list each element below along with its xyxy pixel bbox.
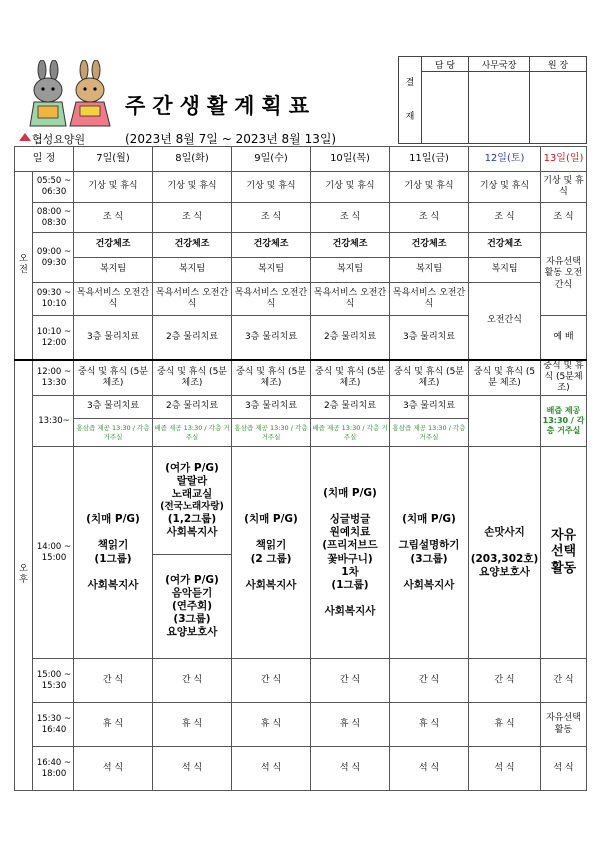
cell-snack: 간 식: [311, 659, 390, 703]
schedule-period: (2023년 8월 7일 ~ 2023년 8월 13일): [125, 132, 337, 146]
row-0930: [15, 283, 587, 316]
cell-exercise: 건강체조: [311, 233, 390, 258]
note-thu: 배즙 제공 13:30 / 각층 거주실: [311, 419, 390, 447]
cell-lunch: 중식 및 휴식 (5분 체조): [153, 360, 232, 396]
prog-line: 꽃바구니): [327, 552, 373, 565]
day-sun: 13일(일): [541, 147, 587, 172]
cell-rest2: 휴 식: [232, 703, 311, 747]
note-mon: 홍삼즙 제공 13:30 / 각층 거주실: [74, 419, 153, 447]
prog-line: (전국노래자랑): [160, 501, 224, 513]
cell-lunch: 중식 및 휴식 (5분 체조): [469, 360, 541, 396]
prog-line: 사회복지사: [87, 578, 139, 591]
approval-sign-head[interactable]: [530, 72, 587, 144]
cell-sun-free-am: 자유선택 활동 오전간식: [541, 233, 587, 316]
cell-welfare-team: 복지팀: [469, 258, 541, 283]
header-row: [15, 147, 587, 172]
cell-bath: 목욕서비스 오전간식: [232, 283, 311, 316]
prog-line: 책읽기: [97, 539, 129, 552]
prog-line: 그림설명하기: [398, 539, 460, 552]
prog-line: 사회복지사: [166, 526, 218, 539]
cell-breakfast: 조 식: [153, 203, 232, 233]
program-tue-b: [153, 555, 232, 659]
prog-line: (1그룹): [94, 552, 132, 565]
approval-side-label: [399, 57, 422, 144]
row-1200: [15, 360, 587, 396]
cell-sun-lunch: 중식 및 휴식 (5분체조): [541, 360, 587, 396]
prog-line: 원예치료: [329, 526, 371, 539]
cell-worship: 예 배: [541, 316, 587, 360]
cell-snack: 간 식: [541, 659, 587, 703]
prog-line: 노래교실: [171, 488, 213, 500]
row-0900-b: [15, 258, 587, 283]
cell-dinner: 석 식: [469, 747, 541, 791]
row-1330-a: [15, 396, 587, 419]
cell-rest: 기상 및 휴식: [541, 172, 587, 203]
time-1530: 15:30 ~ 16:40: [33, 703, 74, 747]
cell-pt: 3층 물리치료: [232, 316, 311, 360]
cell-dinner: 석 식: [390, 747, 469, 791]
cell-exercise: 건강체조: [232, 233, 311, 258]
prog-line: 책읽기: [255, 539, 287, 552]
prog-line: 선택: [550, 544, 577, 560]
approval-col-manager: 담 당: [422, 57, 469, 72]
page-title: 주간생활계획표: [125, 94, 317, 118]
time-1330: 13:30~: [33, 396, 74, 447]
cell-pt: 3층 물리치료: [74, 396, 153, 419]
day-wed: 9일(수): [232, 147, 311, 172]
cell-rest: 기상 및 휴식: [153, 172, 232, 203]
day-tue: 8일(화): [153, 147, 232, 172]
cell-bath: 목욕서비스 오전간식: [74, 283, 153, 316]
prog-line: 손맛사지: [484, 526, 525, 539]
cell-welfare-team: 복지팀: [232, 258, 311, 283]
prog-line: 요양보호사: [166, 626, 218, 639]
cell-rest: 기상 및 휴식: [469, 172, 541, 203]
prog-line: (여가 P/G): [165, 573, 219, 586]
cell-pt: 2층 물리치료: [311, 316, 390, 360]
day-fri: 11일(금): [390, 147, 469, 172]
approval-side-bottom: 재: [405, 112, 415, 122]
time-0930: 09:30 ~ 10:10: [33, 283, 74, 316]
row-1640: [15, 747, 587, 791]
prog-line: (치매 P/G): [402, 513, 456, 526]
prog-line: 사회복지사: [403, 578, 455, 591]
cell-exercise: 건강체조: [74, 233, 153, 258]
weekly-schedule-table: [14, 146, 587, 791]
program-wed: [232, 447, 311, 659]
prog-line: 요양보호사: [479, 565, 530, 578]
note-fri: 홍삼즙 제공 13:30 / 각층 거주실: [390, 419, 469, 447]
cell-bath: 목욕서비스 오전간식: [311, 283, 390, 316]
row-0550: [15, 172, 587, 203]
cell-breakfast: 조 식: [541, 203, 587, 233]
program-thu: [311, 447, 390, 659]
cell-breakfast: 조 식: [74, 203, 153, 233]
prog-line: 랄랄라: [176, 474, 208, 487]
cell-snack: 간 식: [153, 659, 232, 703]
cell-dinner: 석 식: [153, 747, 232, 791]
cell-lunch: 중식 및 휴식 (5분 체조): [311, 360, 390, 396]
cell-lunch: 중식 및 휴식 (5분 체조): [390, 360, 469, 396]
time-1500: 15:00 ~ 15:30: [33, 659, 74, 703]
program-mon: [74, 447, 153, 659]
prog-line: 자유: [550, 528, 577, 544]
time-1010: 10:10 ~ 12:00: [33, 316, 74, 360]
program-tue-a: [153, 447, 232, 555]
am-label: 오 전: [15, 172, 33, 360]
prog-line: (203,302호): [470, 552, 539, 565]
cell-rest2: 휴 식: [153, 703, 232, 747]
prog-line: (프리저브드: [322, 539, 378, 552]
cell-exercise: 건강체조: [153, 233, 232, 258]
approval-sign-manager[interactable]: [422, 72, 469, 144]
cell-welfare-team: 복지팀: [390, 258, 469, 283]
prog-line: 활동: [550, 560, 577, 576]
cell-snack: 간 식: [390, 659, 469, 703]
prog-line: (3그룹): [410, 552, 448, 565]
approval-col-director: 사무국장: [469, 57, 530, 72]
prog-line: 싱글벙글: [329, 513, 371, 526]
cell-rest2: 휴 식: [390, 703, 469, 747]
cell-rest: 기상 및 휴식: [74, 172, 153, 203]
cell-lunch: 중식 및 휴식 (5분 체조): [74, 360, 153, 396]
cell-bath: 목욕서비스 오전간식: [390, 283, 469, 316]
cell-pt: 3층 물리치료: [390, 316, 469, 360]
cell-pt: 2층 물리치료: [153, 316, 232, 360]
cell-dinner: 석 식: [74, 747, 153, 791]
cell-rest: 기상 및 휴식: [311, 172, 390, 203]
cell-snack: 간 식: [469, 659, 541, 703]
day-sat: 12일(토): [469, 147, 541, 172]
cell-rest: 기상 및 휴식: [390, 172, 469, 203]
prog-line: (치매 P/G): [86, 513, 140, 526]
time-0800: 08:00 ~ 08:30: [33, 203, 74, 233]
cell-dinner: 석 식: [541, 747, 587, 791]
cell-breakfast: 조 식: [390, 203, 469, 233]
approval-col-head: 원 장: [530, 57, 587, 72]
cell-rest: 기상 및 휴식: [232, 172, 311, 203]
row-1500: [15, 659, 587, 703]
cell-welfare-team: 복지팀: [153, 258, 232, 283]
organization-name: 협성요양원: [32, 133, 86, 146]
cell-exercise: 건강체조: [390, 233, 469, 258]
time-0900: 09:00 ~ 09:30: [33, 233, 74, 283]
cell-snack: 간 식: [232, 659, 311, 703]
row-1400-a: [15, 447, 587, 555]
note-sun: 배즙 제공 13:30 / 각층 거주실: [541, 396, 587, 447]
prog-line: (치매 P/G): [244, 513, 298, 526]
approval-side-top: 결: [405, 77, 415, 88]
time-0550: 05:50 ~ 06:30: [33, 172, 74, 203]
prog-line: (여가 P/G): [165, 461, 219, 474]
approval-sign-director[interactable]: [469, 72, 530, 144]
cell-breakfast: 조 식: [469, 203, 541, 233]
prog-line: (연주회): [171, 599, 213, 612]
prog-line: 사회복지사: [324, 605, 376, 617]
time-1200: 12:00 ~ 13:30: [33, 360, 74, 396]
time-1640: 16:40 ~ 18:00: [33, 747, 74, 791]
prog-line: (1,2그룹): [167, 513, 217, 525]
cell-pt: 3층 물리치료: [74, 316, 153, 360]
day-thu: 10일(목): [311, 147, 390, 172]
prog-line: (2 그룹): [250, 552, 292, 565]
prog-line: 음악듣기: [171, 586, 213, 599]
rabbit-left-icon: [30, 60, 66, 126]
note-wed: 홍삼즙 제공 13:30 / 각층 거주실: [232, 419, 311, 447]
cell-lunch: 중식 및 휴식 (5분 체조): [232, 360, 311, 396]
program-sat: [469, 447, 541, 659]
rabbit-right-icon: [70, 60, 110, 126]
approval-box: [398, 56, 587, 144]
cell-sun-free-pm: 자유선택 활동: [541, 703, 587, 747]
prog-line: (1그룹): [331, 578, 369, 591]
organization-logo-icon: [18, 132, 32, 142]
cell-pt: 3층 물리치료: [232, 396, 311, 419]
cell-rest2: 휴 식: [469, 703, 541, 747]
cell-pt: 2층 물리치료: [311, 396, 390, 419]
cell-dinner: 석 식: [311, 747, 390, 791]
cell-pt: 2층 물리치료: [153, 396, 232, 419]
cell-dinner: 석 식: [232, 747, 311, 791]
row-1530: [15, 703, 587, 747]
cell-welfare-team: 복지팀: [74, 258, 153, 283]
prog-line: 1차: [341, 565, 359, 578]
prog-line: (3그룹): [173, 613, 211, 626]
corner-label: 일 정: [15, 147, 74, 172]
cell-bath: 목욕서비스 오전간식: [153, 283, 232, 316]
cell-rest2: 휴 식: [74, 703, 153, 747]
cell-breakfast: 조 식: [311, 203, 390, 233]
time-1400: 14:00 ~ 15:00: [33, 447, 74, 659]
cell-snack: 간 식: [74, 659, 153, 703]
cell-exercise: 건강체조: [469, 233, 541, 258]
rabbit-mascot-illustration: [20, 60, 120, 130]
prog-line: (치매 P/G): [323, 486, 377, 499]
cell-rest2: 휴 식: [311, 703, 390, 747]
program-fri: [390, 447, 469, 659]
cell-sat-snack: 오전간식: [469, 283, 541, 360]
prog-line: 사회복지사: [245, 578, 297, 591]
cell-breakfast: 조 식: [232, 203, 311, 233]
row-0900-a: [15, 233, 587, 258]
day-mon: 7일(월): [74, 147, 153, 172]
pm-label: 오 후: [15, 360, 33, 791]
cell-pt: 3층 물리치료: [390, 396, 469, 419]
note-tue: 배즙 제공 13:30 / 각층 거주실: [153, 419, 232, 447]
cell-sat-empty: [469, 396, 541, 447]
cell-welfare-team: 복지팀: [311, 258, 390, 283]
row-0800: [15, 203, 587, 233]
program-sun: [541, 447, 587, 659]
